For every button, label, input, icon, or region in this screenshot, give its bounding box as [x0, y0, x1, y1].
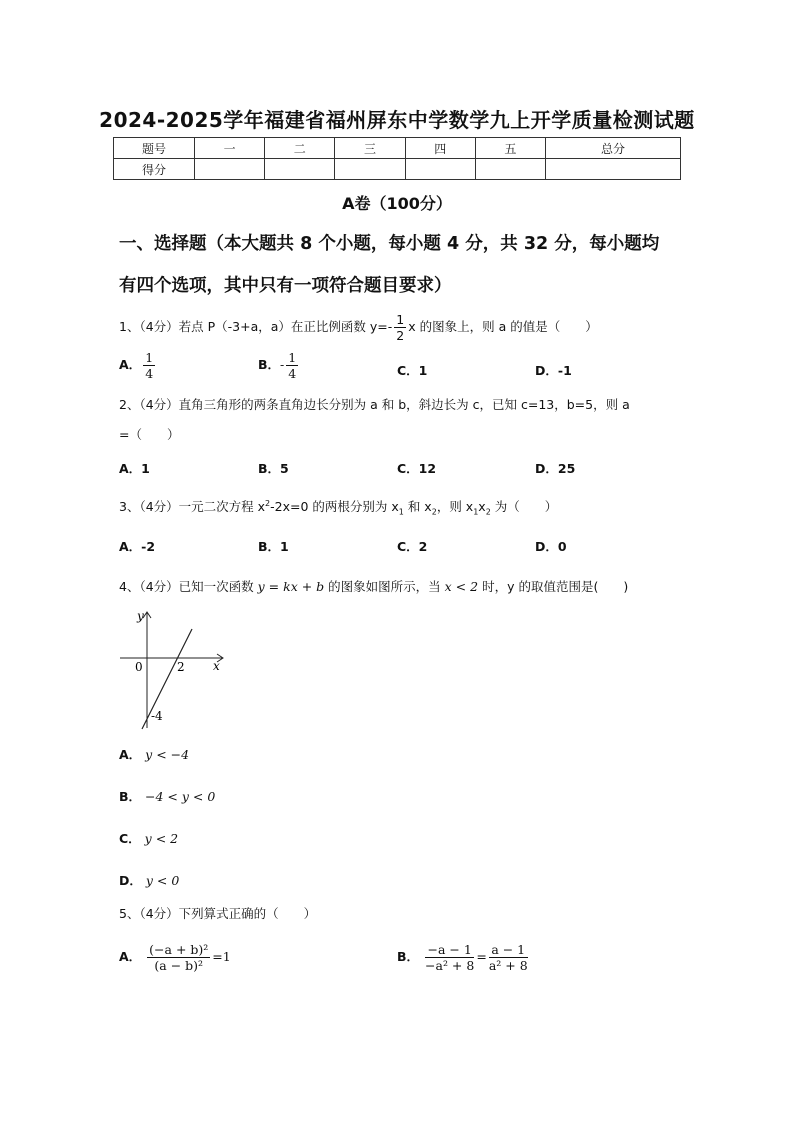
question-2-stem-line1: 2、（4分）直角三角形的两条直角边长分别为 a 和 b，斜边长为 c，已知 c=13，b=5，则 a [119, 397, 630, 412]
q1-text-before: 1、（4分）若点 P（-3+a，a）在正比例函数 y=- [119, 319, 393, 334]
question-3-stem [119, 489, 679, 528]
q4-function: y = kx + b [257, 579, 325, 594]
q3-x2: $x_2$ [478, 499, 491, 517]
q4-text-3: 时，y 的取值范围是( ) [482, 579, 629, 594]
q4-option-a-label: A． [119, 747, 142, 762]
question-4-stem [119, 572, 679, 602]
q1-a-num: 1 [145, 350, 154, 365]
q3-sub-4: 2 [485, 507, 491, 517]
q1-option-b[interactable] [258, 350, 300, 381]
q5-b-lnum: −a − 1 [425, 942, 474, 958]
score-header-cell: 二 [265, 138, 335, 159]
q5-option-b[interactable] [397, 942, 530, 973]
q1-a-den: 4 [145, 366, 154, 381]
q4-function-graph [115, 606, 230, 731]
q3-option-d[interactable] [535, 537, 567, 555]
q5-a-rhs: =1 [212, 949, 231, 964]
line-y-kx-b [142, 629, 192, 729]
q4-option-a[interactable] [119, 745, 189, 763]
q1-option-b-fraction [286, 350, 298, 381]
q3-option-c-label: C．2 [397, 539, 428, 554]
q1-text-after: x 的图象上，则 a 的值是（ ） [408, 319, 598, 334]
q1-frac-num: 1 [396, 312, 405, 327]
q2-option-d-label: D．25 [535, 461, 576, 476]
score-cell[interactable] [265, 159, 335, 180]
q5-a-num: (−a + b)² [149, 942, 209, 957]
score-table [113, 137, 681, 180]
q4-option-a-math: y < −4 [145, 747, 190, 762]
q1-option-c-label: C．1 [397, 363, 428, 378]
score-cell[interactable] [475, 159, 545, 180]
part1-title-line2: 有四个选项，其中只有一项符合题目要求） [119, 276, 452, 296]
q5-b-rden: a² + 8 [488, 958, 528, 973]
y-axis-label: y [137, 609, 144, 623]
q3-option-b[interactable] [258, 537, 289, 555]
q1-option-a-label: A． [119, 357, 142, 372]
q3-option-a[interactable] [119, 537, 155, 555]
q1-fraction [394, 312, 406, 343]
q1-b-den: 4 [288, 366, 297, 381]
score-header-cell: 五 [475, 138, 545, 159]
section-a-heading: A卷（100分） [342, 194, 452, 213]
q4-option-c-label: C． [119, 831, 141, 846]
q5-b-lden: −a² + 8 [425, 958, 475, 973]
q5-b-rnum: a − 1 [489, 942, 528, 958]
score-row-label: 得分 [114, 159, 195, 180]
question-1-stem [119, 312, 679, 343]
question-2-stem-line2: =（ ） [119, 427, 180, 442]
q5-option-a-label: A． [119, 949, 142, 964]
score-header-cell: 题号 [114, 138, 195, 159]
q5-b-left-fraction [425, 942, 474, 973]
q4-condition: x < 2 [444, 579, 479, 594]
q3-sup: 2 [265, 499, 271, 508]
q3-sub-3: 1 [473, 507, 479, 517]
score-header-cell: 三 [335, 138, 405, 159]
q4-option-d[interactable] [119, 871, 179, 889]
score-cell[interactable] [335, 159, 405, 180]
q3-option-a-label: A．-2 [119, 539, 156, 554]
q1-frac-den: 2 [396, 328, 405, 343]
q2-option-c[interactable] [397, 459, 436, 477]
score-header-cell: 四 [405, 138, 475, 159]
q3-sub-1: 1 [398, 507, 404, 517]
score-header-cell: 总分 [546, 138, 681, 159]
origin-label: 0 [135, 660, 143, 674]
q2-option-b[interactable] [258, 459, 289, 477]
q2-option-a-label: A．1 [119, 461, 150, 476]
q3-option-d-label: D．0 [535, 539, 567, 554]
q2-option-d[interactable] [535, 459, 575, 477]
q5-a-den: (a − b)² [154, 958, 204, 973]
q4-option-c-math: y < 2 [144, 831, 179, 846]
part1-title-line1: 一、选择题（本大题共 8 个小题，每小题 4 分，共 32 分，每小题均 [119, 234, 660, 254]
q2-option-b-label: B．5 [258, 461, 289, 476]
q1-option-c[interactable] [397, 361, 427, 379]
q4-text-2: 的图象如图所示，当 [328, 579, 441, 594]
q1-option-d[interactable] [535, 361, 572, 379]
q5-option-b-label: B． [397, 949, 420, 964]
q3-text-4: ，则 x [436, 499, 474, 515]
q3-sub-2: 2 [431, 507, 437, 517]
q3-text-1: 3、（4分）一元二次方程 x [119, 499, 266, 515]
q4-option-b[interactable] [119, 787, 215, 805]
q5-b-eq: = [476, 949, 487, 964]
q3-option-c[interactable] [397, 537, 427, 555]
score-table-score-row [114, 159, 681, 180]
score-header-cell: 一 [195, 138, 265, 159]
q1-b-sign: - [280, 357, 285, 372]
q4-option-d-math: y < 0 [145, 873, 180, 888]
y-intercept-label: -4 [151, 709, 163, 723]
score-cell[interactable] [546, 159, 681, 180]
q1-option-a-fraction [143, 350, 155, 381]
q3-text-2: -2x=0 的两根分别为 x [270, 499, 399, 515]
q4-option-b-math: −4 < y < 0 [145, 789, 216, 804]
q4-option-b-label: B． [119, 789, 142, 804]
q1-option-b-label: B． [258, 357, 281, 372]
x-intercept-label: 2 [177, 660, 185, 674]
q1-option-a[interactable] [119, 350, 157, 381]
q1-b-num: 1 [288, 350, 297, 365]
q3-option-b-label: B．1 [258, 539, 289, 554]
q2-option-c-label: C．12 [397, 461, 437, 476]
x-axis-label: x [213, 659, 220, 673]
q3-text-5: 为（ ） [490, 499, 558, 515]
q4-text-1: 4、（4分）已知一次函数 [119, 579, 254, 594]
q4-option-d-label: D． [119, 873, 142, 888]
q3-text-3: 和 x [403, 499, 432, 515]
q5-b-right-fraction [489, 942, 528, 973]
q5-a-fraction [147, 942, 210, 973]
exam-title: 2024-2025学年福建省福州屏东中学数学九上开学质量检测试题 [99, 108, 695, 132]
q4-option-c[interactable] [119, 829, 178, 847]
q5-option-a[interactable] [119, 942, 231, 973]
score-cell[interactable] [405, 159, 475, 180]
score-table-header-row [114, 138, 681, 159]
q1-option-d-label: D．-1 [535, 363, 572, 378]
score-cell[interactable] [195, 159, 265, 180]
question-5-stem: 5、（4分）下列算式正确的（ ） [119, 906, 317, 921]
q2-option-a[interactable] [119, 459, 150, 477]
